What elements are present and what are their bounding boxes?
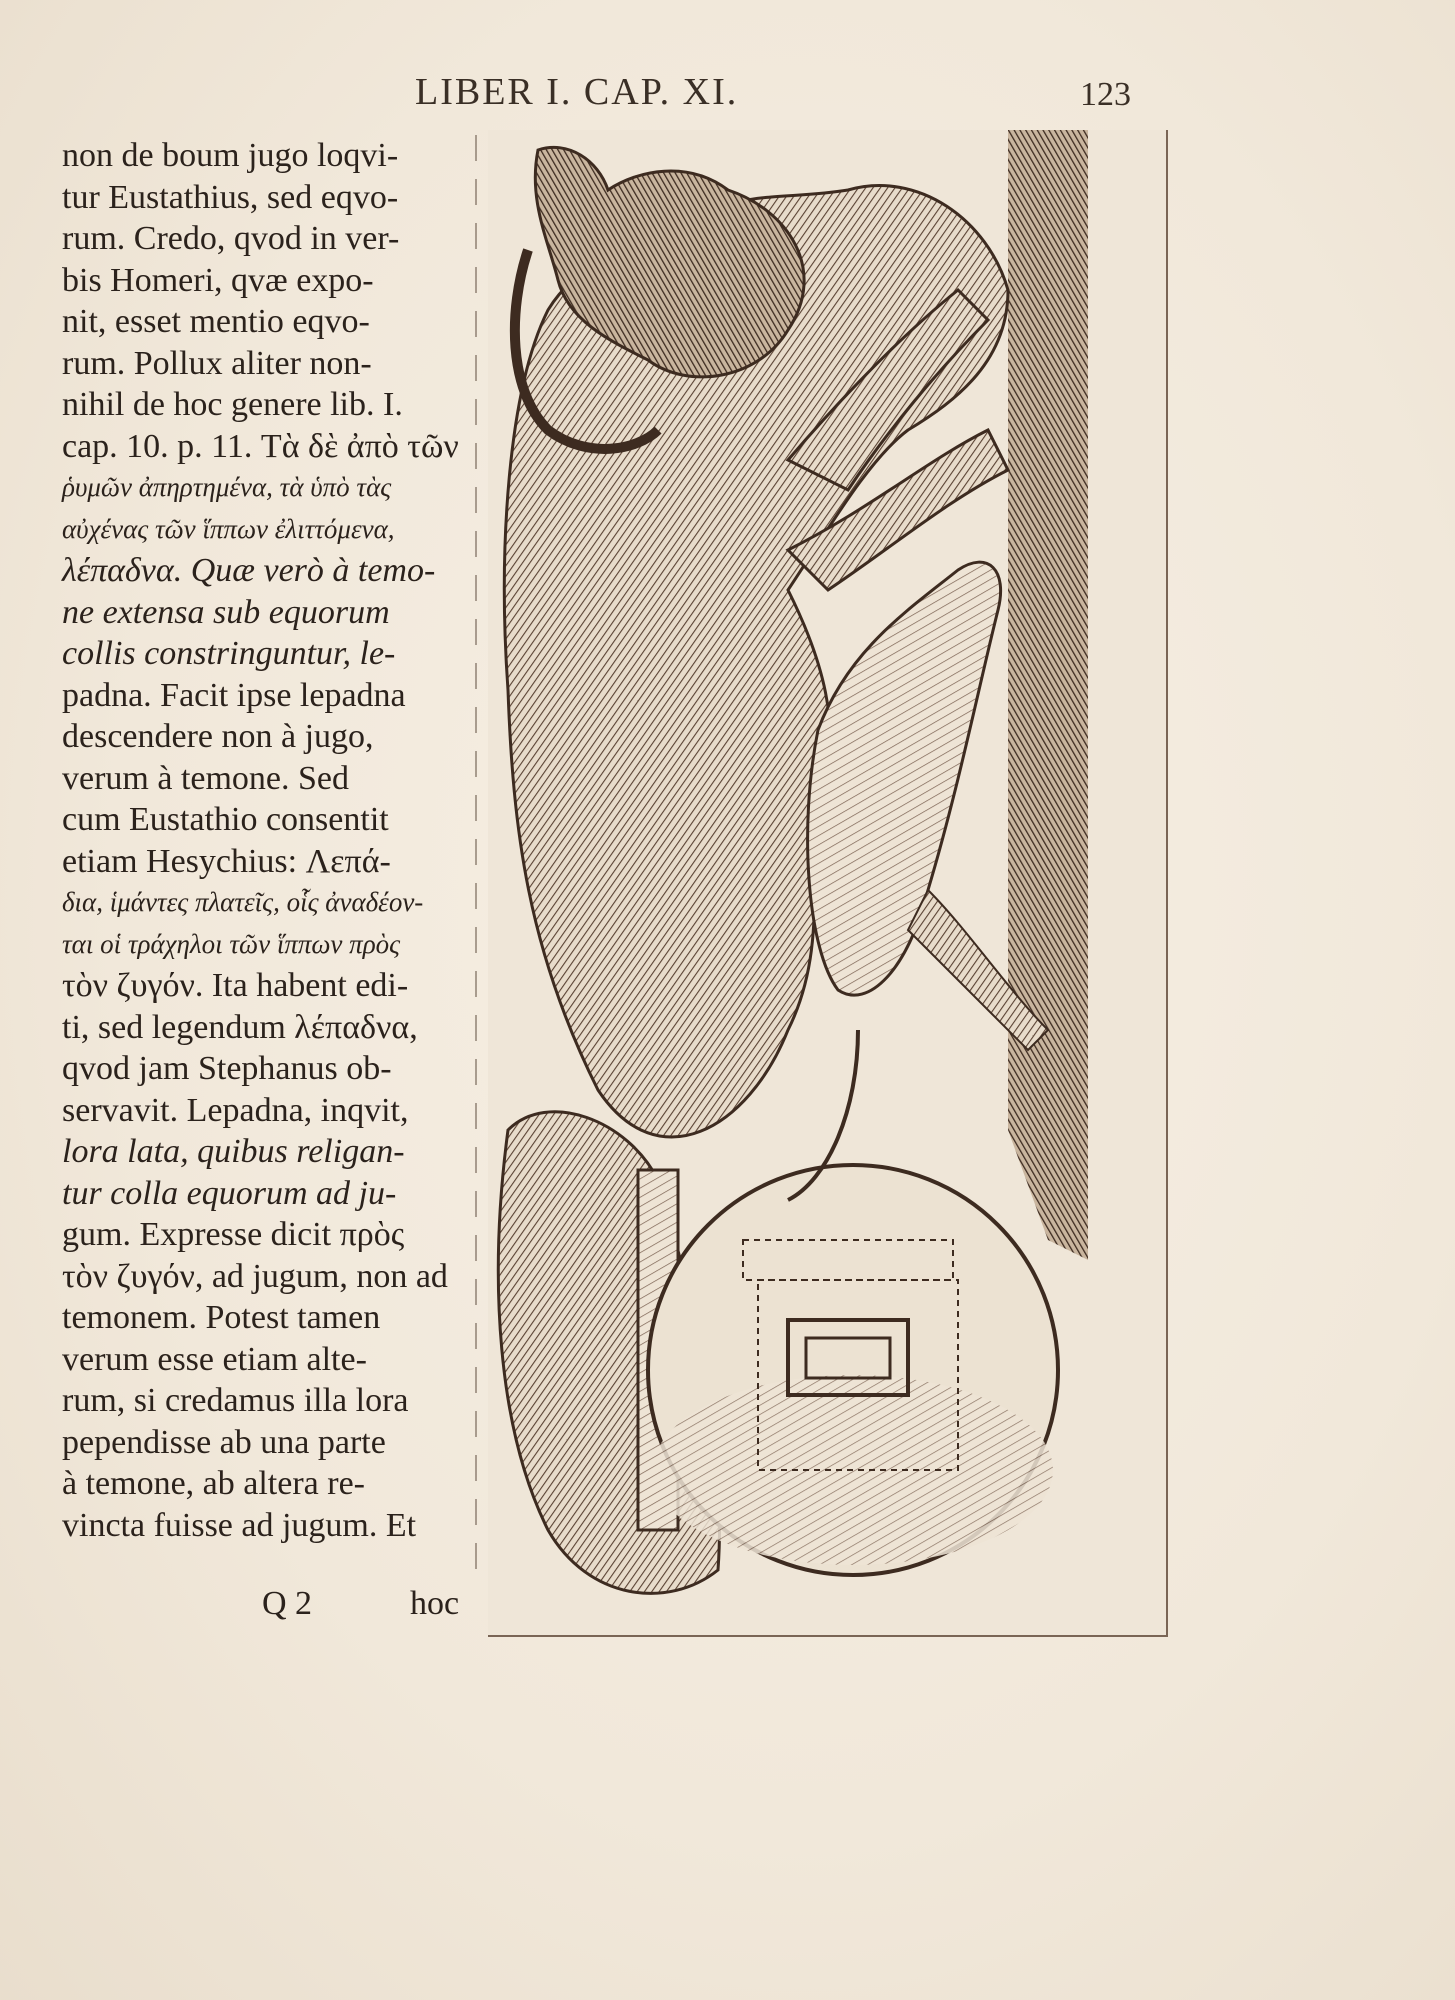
text-line: nit, esset mentio eqvo- xyxy=(62,303,370,340)
text-line: nihil de hoc genere lib. I. xyxy=(62,386,403,423)
signature-mark: Q 2 xyxy=(262,1585,313,1622)
margin-rule xyxy=(475,135,477,1585)
text-line: αὐχένας τῶν ἵππων ἐλιττόμενα, xyxy=(62,513,395,544)
text-line: gum. Expresse dicit πρὸς xyxy=(62,1216,405,1253)
text-line: ti, sed legendum λέπαδνα, xyxy=(62,1008,418,1046)
text-line: padna. Facit ipse lepadna xyxy=(62,676,406,714)
text-line: pependisse ab una parte xyxy=(62,1423,386,1461)
text-line: cum Eustathio consentit xyxy=(62,801,389,838)
text-line: à temone, ab altera re- xyxy=(62,1465,365,1502)
page-number: 123 xyxy=(1080,76,1131,113)
text-line: servavit. Lepadna, inqvit, xyxy=(62,1091,409,1129)
engraving-illustration xyxy=(488,130,1168,1637)
text-line: rum. Pollux aliter non- xyxy=(62,344,372,382)
text-line: ῥυμῶν ἀπηρτημένα, τὰ ὑπὸ τὰς xyxy=(62,472,392,502)
second-animal xyxy=(808,562,1001,995)
post-shape xyxy=(1008,130,1088,1260)
text-line: lora lata, quibus religan- xyxy=(62,1133,405,1170)
text-line: tur Eustathius, sed eqvo- xyxy=(62,178,399,216)
text-line: collis constringuntur, le- xyxy=(62,635,396,672)
text-line: temonem. Potest tamen xyxy=(62,1299,381,1336)
text-line: τὸν ζυγόν. Ita habent edi- xyxy=(62,967,409,1004)
text-line: λέπαδνα. Quæ verò à temo- xyxy=(62,552,436,589)
text-line: rum. Credo, qvod in ver- xyxy=(62,220,400,257)
text-line: qvod jam Stephanus ob- xyxy=(62,1050,392,1087)
text-line: bis Homeri, qvæ expo- xyxy=(62,261,374,299)
catchword: hoc xyxy=(410,1585,460,1622)
text-line: etiam Hesychius: Λεπά- xyxy=(62,842,391,880)
text-line: τὸν ζυγόν, ad jugum, non ad xyxy=(62,1257,448,1295)
text-line: vincta fuisse ad jugum. Et xyxy=(62,1506,417,1544)
text-line: verum esse etiam alte- xyxy=(62,1340,367,1378)
engraving-svg xyxy=(488,130,1166,1635)
text-line: tur colla equorum ad ju- xyxy=(62,1174,397,1212)
text-line: rum, si credamus illa lora xyxy=(62,1382,409,1419)
text-line: descendere non à jugo, xyxy=(62,718,374,755)
text-line: δια, ἱμάντες πλατεῖς, οἷς ἀναδέον- xyxy=(62,887,424,917)
text-line: verum à temone. Sed xyxy=(62,759,350,797)
text-column xyxy=(62,135,480,1546)
text-line: non de boum jugo loqvi- xyxy=(62,137,399,174)
text-line: cap. 10. p. 11. Τὰ δὲ ἀπὸ τῶν xyxy=(62,427,459,465)
text-line: ται οἱ τράχηλοι τῶν ἵππων πρὸς xyxy=(62,928,401,959)
running-head: LIBER I. CAP. XI. xyxy=(415,71,739,113)
text-line: ne extensa sub equorum xyxy=(62,593,390,631)
